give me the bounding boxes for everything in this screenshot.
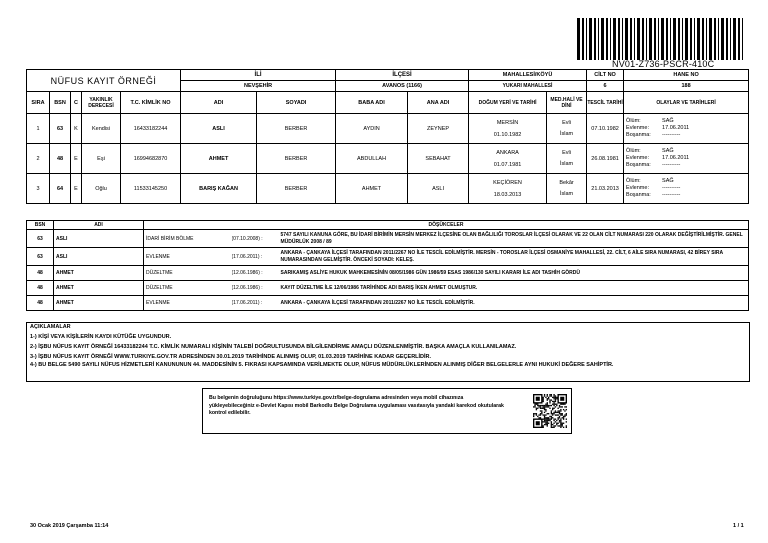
person-sira: 1 [27,114,50,144]
change-row [27,230,749,248]
change-type: DÜZELTME [144,281,232,296]
il-value: NEVŞEHİR [181,81,336,92]
il-label: İLİ [181,70,336,81]
person-yakinlik: Oğlu [82,174,121,204]
barcode-bar [738,18,740,60]
dogum-yeri: KEÇİÖREN [493,179,522,186]
changes-col-adi: ADI [54,221,144,230]
change-adi: ASLI [54,248,144,266]
dogum-tarihi: 18.03.2013 [493,191,522,198]
person-medhal [547,114,587,144]
med-hali: Bekâr [559,179,574,186]
barcode-bar [637,18,640,60]
barcode-bar [673,18,676,60]
change-text: ANKARA - ÇANKAYA İLÇESİ TARAFINDAN 2011/2267 NO İLE TESCİL EDİLMİŞTİR. MERSİN - TOROSLAR İLÇESİ OSMANİYE MAHALLESİ, 22. CİLT, 6 AİLE SIRA NUMARASI, 42 BİREY SIRA NUMARASINDAN GELMİŞTİR. ÖNCEKİ SOYADI: KELEŞ. [279,248,749,266]
change-adi: AHMET [54,296,144,311]
change-text: ANKARA - ÇANKAYA İLÇESİ TARAFINDAN 2011/2267 NO İLE TESCİL EDİLMİŞTİR. [279,296,749,311]
change-type: İDARİ BİRİM BÖLME [144,230,232,248]
person-tescil: 21.03.2013 [587,174,624,204]
cilt-label: CİLT NO [587,70,624,81]
barcode-bar [622,18,623,60]
person-yakinlik: Eşi [82,144,121,174]
person-sira: 2 [27,144,50,174]
olum-label: Ölüm: [626,178,641,184]
evlenme-label: Evlenme: [626,155,649,161]
barcode-bar [589,18,592,60]
olum-label: Ölüm: [626,118,641,124]
person-baba: AHMET [336,174,408,204]
change-adi: ASLI [54,230,144,248]
evlenme-value: 17.06.2011 [662,125,690,131]
dogum-tarihi: 01.10.1982 [493,131,522,138]
barcode-bar [642,18,644,60]
change-row [27,248,749,266]
person-c: K [71,114,82,144]
verification-text: Bu belgenin doğruluğunu https://www.turkiye.gov.tr/belge-dogrulama adresinden veya mobil cihazınıza yükleyebileceğiniz e-Devlet Kapısı mobil Barkodlu Belge Doğrulama uygulaması vasıtasıyla yandaki karekod okutularak kontrol edilebilir. [209,395,504,416]
barcode-bar [649,18,652,60]
person-ana: ZEYNEP [408,114,469,144]
barcode-bar [646,18,647,60]
mahalle-label: MAHALLESİ/KÖYÜ [469,70,587,81]
form-title: NÜFUS KAYIT ÖRNEĞİ [27,70,181,92]
person-row [27,174,749,204]
barcode-bar [586,18,587,60]
explanations-box [26,322,750,382]
col-soyadi: SOYADI [257,92,336,114]
dogum-yeri: MERSİN [496,119,519,126]
col-adi: ADI [181,92,257,114]
bosanma-value: ---------- [662,132,681,138]
din: İslam [559,190,574,197]
barcode-bar [690,18,692,60]
person-tc: 16994682870 [121,144,181,174]
barcode-bar [654,18,656,60]
hane-label: HANE NO [624,70,749,81]
ilce-label: İLÇESİ [336,70,469,81]
explanation-line: 4-) BU BELGE 5490 SAYILI NÜFUS HİZMETLERİ KANUNUNUN 44. MADDESİNİN 5. FIKRASI KAPSAMINDA VERİLMEKTE OLUP, NÜFUS MÜDÜRLÜKLERİNDEN ALINMIŞ DİĞER BELGELERLE AYNI HUKUKİ DEĞERE SAHİPTİR. [30,362,614,368]
din: İslam [559,160,574,167]
barcode-bar [721,18,724,60]
col-sira: SIRA [27,92,50,114]
change-type: DÜZELTME [144,266,232,281]
olum-value: SAĞ [662,148,674,154]
person-dogum [469,174,547,204]
person-tc: 11533145250 [121,174,181,204]
person-c: E [71,174,82,204]
person-dogum [469,114,547,144]
person-baba: ABDULLAH [336,144,408,174]
changes-col-degisiklikler: DÖŞÜKCELER [144,221,749,230]
person-c: E [71,144,82,174]
person-baba: AYDIN [336,114,408,144]
barcode-bar [670,18,671,60]
person-olaylar [624,144,749,174]
changes-col-bsn: BSN [27,221,54,230]
evlenme-label: Evlenme: [626,125,649,131]
change-row [27,296,749,311]
qr-code-icon[interactable] [533,394,567,428]
document-id: NV01-Z736-PSCR-410C [612,59,715,69]
col-tc: T.C. KİMLİK NO [121,92,181,114]
barcode-bar [577,18,580,60]
change-type: EVLENME [144,248,232,266]
bosanma-label: Boşanma: [626,132,651,138]
col-dogum: DOĞUM YERİ VE TARİHİ [469,92,547,114]
change-bsn: 48 [27,281,54,296]
med-hali: Evli [562,119,571,126]
barcode-bar [709,18,712,60]
change-adi: AHMET [54,281,144,296]
person-dogum [469,144,547,174]
person-olaylar [624,114,749,144]
person-adi: AHMET [181,144,257,174]
hane-value: 188 [624,81,749,92]
person-soyadi: BERBER [257,114,336,144]
explanation-line: 1-) KİŞİ VEYA KİŞİLERİN KAYDI KÜTÜĞE UYGUNDUR. [30,334,172,340]
din: İslam [559,130,574,137]
barcode-bar [682,18,683,60]
footer-page-number: 1 / 1 [733,523,744,529]
col-olaylar: OLAYLAR VE TARİHLERİ [624,92,749,114]
person-row [27,114,749,144]
barcode [577,18,747,60]
barcode-bar [606,18,608,60]
change-bsn: 48 [27,266,54,281]
barcode-bar [661,18,664,60]
change-bsn: 48 [27,296,54,311]
footer-datetime: 30 Ocak 2019 Çarşamba 11:14 [30,523,109,529]
barcode-bar [678,18,680,60]
change-date: (17.06.2011) : [232,248,279,266]
person-soyadi: BERBER [257,174,336,204]
person-adi: BARIŞ KAĞAN [181,174,257,204]
person-medhal [547,144,587,174]
change-row [27,281,749,296]
barcode-bar [630,18,632,60]
evlenme-value: ---------- [662,185,681,191]
barcode-bar [726,18,728,60]
barcode-bar [730,18,731,60]
med-hali: Evli [562,149,571,156]
olum-label: Ölüm: [626,148,641,154]
bosanma-label: Boşanma: [626,162,651,168]
barcode-bar [625,18,628,60]
change-adi: AHMET [54,266,144,281]
change-date: (17.06.2011) : [232,296,279,311]
change-bsn: 63 [27,230,54,248]
person-ana: SEBAHAT [408,144,469,174]
person-bsn: 48 [50,144,71,174]
evlenme-value: 17.06.2011 [662,155,690,161]
verification-box [202,388,572,434]
person-tescil: 26.08.1981 [587,144,624,174]
bosanma-value: ---------- [662,192,681,198]
change-date: (07.10.2008) : [232,230,279,248]
cilt-value: 6 [587,81,624,92]
person-tescil: 07.10.1982 [587,114,624,144]
olum-value: SAĞ [662,118,674,124]
col-medhal: MED.HALİ VE DİNİ [547,92,587,114]
barcode-bar [598,18,599,60]
barcode-bar [666,18,668,60]
barcode-bar [658,18,659,60]
person-medhal [547,174,587,204]
barcode-bar [706,18,707,60]
barcode-bar [634,18,635,60]
dogum-yeri: ANKARA [496,149,519,156]
change-text: SARIKAMIŞ ASLİYE HUKUK MAHKEMESİNİN 08/05/1986 GÜN 1986/59 ESAS 1986/130 SAYILI KARARI İLE ADI TASHİH GÖRDÜ [279,266,749,281]
barcode-bar [582,18,584,60]
barcode-bar [594,18,596,60]
col-baba: BABA ADI [336,92,408,114]
ilce-value: AVANOS (1166) [336,81,469,92]
person-soyadi: BERBER [257,144,336,174]
col-bsn: BSN [50,92,71,114]
mahalle-value: YUKARI MAHALLESİ [469,81,587,92]
col-ana: ANA ADI [408,92,469,114]
olum-value: SAĞ [662,178,674,184]
person-adi: ASLI [181,114,257,144]
barcode-bar [714,18,716,60]
change-row [27,266,749,281]
person-bsn: 63 [50,114,71,144]
barcode-bar [702,18,704,60]
person-row [27,144,749,174]
person-tc: 16433182244 [121,114,181,144]
person-bsn: 64 [50,174,71,204]
barcode-bar [601,18,604,60]
person-yakinlik: Kendisi [82,114,121,144]
person-sira: 3 [27,174,50,204]
barcode-bar [694,18,695,60]
bosanma-label: Boşanma: [626,192,651,198]
evlenme-label: Evlenme: [626,185,649,191]
barcode-bar [718,18,719,60]
dogum-tarihi: 01.07.1981 [493,161,522,168]
explanation-line: 2-) İŞBU NÜFUS KAYIT ÖRNEĞİ 16433182244 T.C. KİMLİK NUMARALI KİŞİNİN TALEBİ DOĞRULTUSUNDA BİLGİLENDİRME AMAÇLI DÜZENLENMİŞTİR. BAŞKA AMAÇLA KULLANILAMAZ. [30,344,517,350]
person-olaylar [624,174,749,204]
change-type: EVLENME [144,296,232,311]
changes-table [26,220,749,311]
col-yakinlik: YAKINLIK DERECESİ [82,92,121,114]
barcode-bar [610,18,611,60]
bosanma-value: ---------- [662,162,681,168]
change-text: 5747 SAYILI KANUNA GÖRE, BU İDARİ BİRİMİN MERSİN MERKEZ İLÇESİNE OLAN BAĞLILIĞI TOROSLAR İLÇESİ OLARAK VE 22 OLAN CİLT NUMARASI 220 OLARAK DEĞİŞTİRİLMİŞTİR. GENEL MÜDÜRLÜK 2008 / 89 [279,230,749,248]
barcode-bar [742,18,743,60]
change-bsn: 63 [27,248,54,266]
barcode-bar [618,18,620,60]
change-text: KAYIT DÜZELTME İLE 12/06/1986 TARİHİNDE ADI BARIŞ İKEN AHMET OLMUŞTUR. [279,281,749,296]
person-ana: ASLI [408,174,469,204]
barcode-bar [697,18,700,60]
person-table [26,69,749,204]
barcode-bar [733,18,736,60]
explanations-title: AÇIKLAMALAR [30,324,71,330]
barcode-bar [613,18,616,60]
col-tescil: TESCİL TARİHİ [587,92,624,114]
barcode-bar [685,18,688,60]
change-date: (12.06.1986) : [232,281,279,296]
col-c: C [71,92,82,114]
explanation-line: 3-) İŞBU NÜFUS KAYIT ÖRNEĞİ WWW.TURKIYE.GOV.TR ADRESİNDEN 30.01.2019 TARİHİNDE ALINMIŞ OLUP, 01.03.2019 TARİHİNE KADAR GEÇERLİDİR. [30,354,432,360]
change-date: (12.06.1986) : [232,266,279,281]
